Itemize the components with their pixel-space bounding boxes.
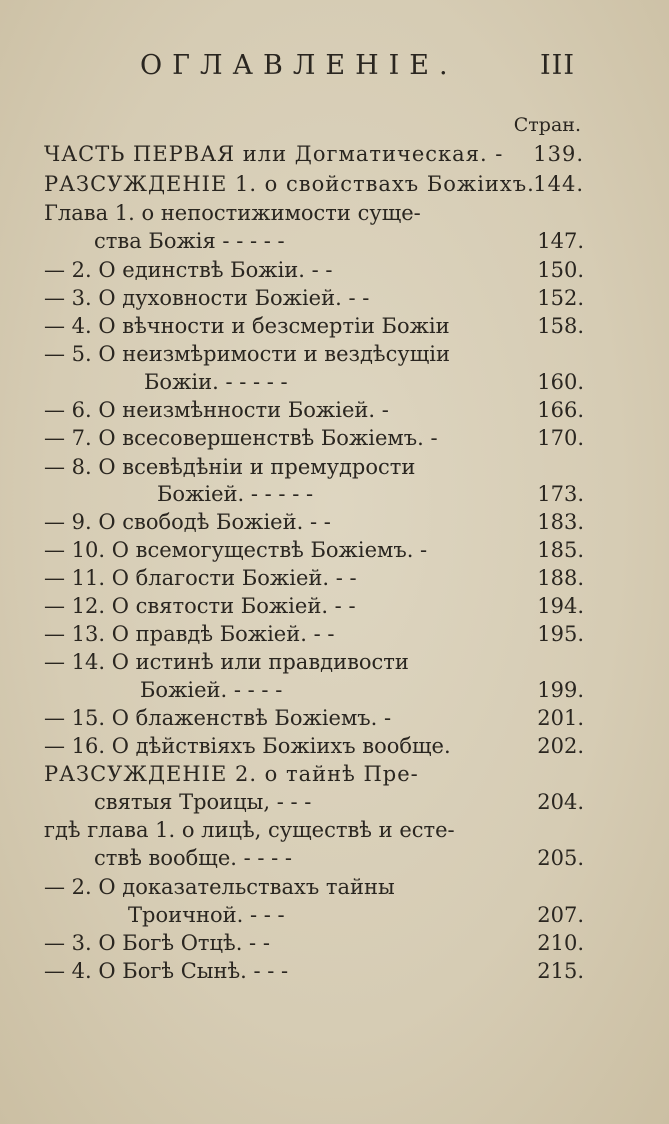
toc-entry-text: — 9. О свободѣ Божіей. - - — [44, 510, 331, 534]
toc-entry-text: ЧАСТЬ ПЕРВАЯ или Догматическая. - — [44, 142, 504, 166]
toc-entry-page: 147. — [537, 229, 584, 253]
toc-entry — [44, 931, 584, 959]
toc-entry-page: 160. — [537, 370, 584, 394]
toc-entry — [44, 258, 584, 286]
toc-entry-text: — 6. О неизмѣнности Божіей. - — [44, 398, 389, 422]
toc-entry — [44, 875, 584, 903]
toc-entry-text: — 16. О дѣйствіяхъ Божіихъ вообще. — [44, 734, 451, 758]
toc-entry — [44, 342, 584, 370]
toc-entry — [44, 818, 584, 846]
toc-entry-page: 188. — [537, 566, 584, 590]
toc-entry-page: 207. — [537, 903, 584, 927]
toc-entry-text: — 8. О всевѣдѣніи и премудрости — [44, 455, 416, 479]
toc-entry-page: 194. — [537, 594, 584, 618]
toc-entry — [44, 622, 584, 650]
toc-entry-text: — 4. О вѣчности и безсмертіи Божіи — [44, 314, 450, 338]
toc-entry-text: РАЗСУЖДЕНІЕ 1. о свойствахъ Божіихъ. — [44, 172, 535, 196]
toc-entry-text: — 4. О Богѣ Сынѣ. - - - — [44, 959, 289, 983]
toc-entry-text: — 14. О истинѣ или правдивости — [44, 650, 409, 674]
toc-entry-text: Троичной. - - - — [128, 903, 285, 927]
toc-entry-page: 210. — [537, 931, 584, 955]
toc-entry-page: 195. — [537, 622, 584, 646]
toc-entry — [44, 398, 584, 426]
toc-entry-text: — 7. О всесовершенствѣ Божіемъ. - — [44, 426, 438, 450]
page-column-label: Стран. — [513, 114, 581, 136]
toc-entry-page: 150. — [537, 258, 584, 282]
toc-entry-text: — 12. О святости Божіей. - - — [44, 594, 356, 618]
toc-entry-page: 204. — [537, 790, 584, 814]
toc-entry-page: 173. — [537, 482, 584, 506]
toc-entry — [44, 482, 584, 510]
toc-entry-text: — 3. О Богѣ Отцѣ. - - — [44, 931, 270, 955]
toc-entry — [44, 706, 584, 734]
toc-entry-page: 205. — [537, 846, 584, 870]
page-number: III — [540, 50, 575, 81]
toc-entry-page: 202. — [537, 734, 584, 758]
toc-entry — [44, 566, 584, 594]
toc-entry — [44, 370, 584, 398]
toc-entry-text: — 13. О правдѣ Божіей. - - — [44, 622, 335, 646]
toc-entry — [44, 678, 584, 706]
toc-entry-text: — 3. О духовности Божіей. - - — [44, 286, 370, 310]
toc-entry-text: ствѣ вообще. - - - - — [94, 846, 293, 870]
toc-entry-page: 158. — [537, 314, 584, 338]
toc-entry — [44, 201, 584, 229]
toc-entry — [44, 846, 584, 874]
toc-entry-text: — 2. О доказательствахъ тайны — [44, 875, 395, 899]
toc-entry-text: гдѣ глава 1. о лицѣ, существѣ и есте- — [44, 818, 455, 842]
toc-entry-text: — 5. О неизмѣримости и вездѣсущіи — [44, 342, 450, 366]
toc-entry-text: Божіей. - - - - - — [157, 482, 314, 506]
toc-entry-page: 152. — [537, 286, 584, 310]
toc-entry-page: 183. — [537, 510, 584, 534]
toc-entry-text: — 10. О всемогуществѣ Божіемъ. - — [44, 538, 428, 562]
toc-entry — [44, 229, 584, 257]
toc-entry — [44, 903, 584, 931]
toc-entry — [44, 538, 584, 566]
toc-entry — [44, 734, 584, 762]
toc-entry — [44, 172, 584, 200]
toc-entry-page: 199. — [537, 678, 584, 702]
toc-entry — [44, 959, 584, 987]
toc-entry-text: Божіей. - - - - — [140, 678, 283, 702]
toc-entry-text: Божіи. - - - - - — [144, 370, 288, 394]
toc-entry — [44, 426, 584, 454]
toc-entry-text: святыя Троицы, - - - — [94, 790, 312, 814]
toc-entry-text: — 2. О единствѣ Божіи. - - — [44, 258, 333, 282]
toc-entry — [44, 594, 584, 622]
toc-entry-text: Глава 1. о непостижимости суще- — [44, 201, 421, 225]
toc-entry-text: ства Божія - - - - - — [94, 229, 285, 253]
toc-entry-page: 215. — [537, 959, 584, 983]
toc-entry-page: 201. — [537, 706, 584, 730]
toc-entry — [44, 314, 584, 342]
toc-entry-page: 166. — [537, 398, 584, 422]
toc-entry-page: 144. — [533, 172, 584, 196]
toc-entry-text: — 15. О блаженствѣ Божіемъ. - — [44, 706, 392, 730]
toc-entry-page: 185. — [537, 538, 584, 562]
toc-entry — [44, 650, 584, 678]
page-title: ОГЛАВЛЕНІЕ. — [140, 50, 458, 81]
toc-entry — [44, 510, 584, 538]
toc-entry — [44, 762, 584, 790]
toc-entry-text: РАЗСУЖДЕНІЕ 2. о тайнѣ Пре- — [44, 762, 419, 786]
toc-entry-text: — 11. О благости Божіей. - - — [44, 566, 357, 590]
toc-entry — [44, 286, 584, 314]
toc-entry — [44, 455, 584, 483]
toc-entry — [44, 790, 584, 818]
toc-entry-page: 170. — [537, 426, 584, 450]
toc-entry-page: 139. — [533, 142, 584, 166]
toc-entry — [44, 142, 584, 170]
